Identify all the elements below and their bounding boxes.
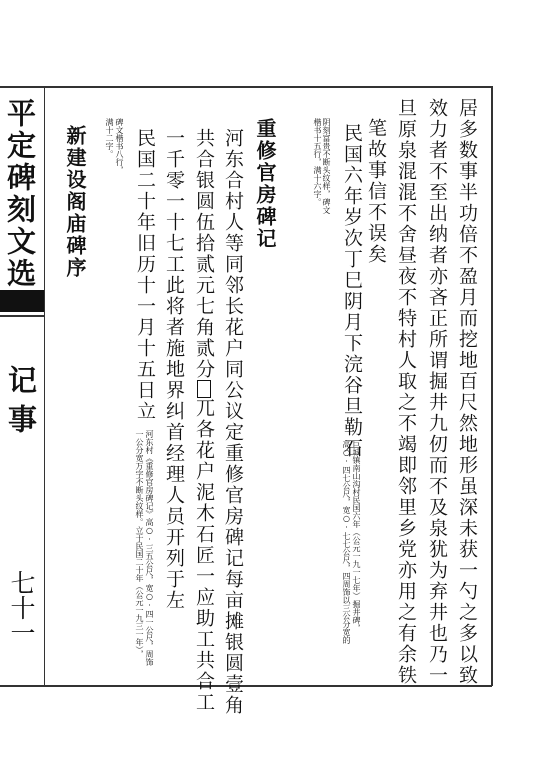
article-date: 民国二十年旧历十一月十五日立	[134, 128, 156, 422]
inscription-date: 民国六年岁次丁巳阴月下浣谷旦勒石	[341, 123, 363, 459]
left-rule	[44, 86, 45, 686]
section-label: 记事	[4, 365, 38, 443]
article-note-1: 河东村《重修官房碑记》高○·三五公尺，宽○·四一公尺，周饰	[145, 430, 154, 666]
bottom-rule	[0, 685, 492, 687]
section-tab-line	[0, 315, 44, 317]
article-pattern-1: 碑文楷书八行，	[115, 118, 124, 174]
pattern-note-1: 阴刻富贵不断头纹样，碑文	[322, 118, 331, 214]
text-column-2: 效力者不至出纳者亦吝正所谓掘井九仞而不及泉犹为弃井也乃一	[426, 98, 448, 686]
text-column-3: 旦原泉混混不舍昼夜不特村人取之不竭即邻里乡党亦用之有余铁	[395, 98, 417, 686]
article-column-3: 一千零一十七工此将者施地界纠首经理人员开列于左	[163, 128, 185, 611]
pattern-note-2: 楷书十五行，满十六字。	[313, 118, 322, 206]
page-number: 七十一	[7, 570, 36, 645]
article-title: 重修官房碑记	[253, 118, 277, 250]
article-column-1: 河东合村人等同邻长花户同公议定重修官房碑记每亩摊银圆壹角	[222, 128, 244, 716]
article-pattern-2: 满十二字。	[105, 118, 114, 158]
missing-character-box	[197, 380, 211, 398]
section-tab-bar	[0, 290, 44, 312]
top-rule	[0, 86, 492, 88]
book-title: 平定碑刻文选	[3, 98, 37, 290]
text-column-4: 笔故事信不误矣	[365, 118, 387, 265]
article-column-2-part-1: 共合银圆伍拾贰元七角贰分	[193, 128, 215, 380]
inscription-note-2: 高○·四七公尺，宽○·七七公尺，四周饰以三公分宽的	[342, 440, 351, 644]
article-note-2: 一公分宽万字不断头纹样。立于民国二十年（公元一九三一年），	[135, 430, 144, 658]
article-column-2	[192, 128, 215, 713]
text-column-1: 居多数事半功倍不盈月而挖地百尺然地形虽深未获一勺之多以致	[456, 98, 478, 686]
right-rule	[491, 86, 493, 686]
article-column-2-part-2: 兀各花户泥木石匠一应助工共合工	[193, 398, 215, 713]
next-article-title: 新建设阁庙碑序	[63, 125, 87, 279]
inscription-note-1: 巨城镇南山沟村民国六年（公元一九一七年）掘井碑，	[352, 440, 361, 632]
